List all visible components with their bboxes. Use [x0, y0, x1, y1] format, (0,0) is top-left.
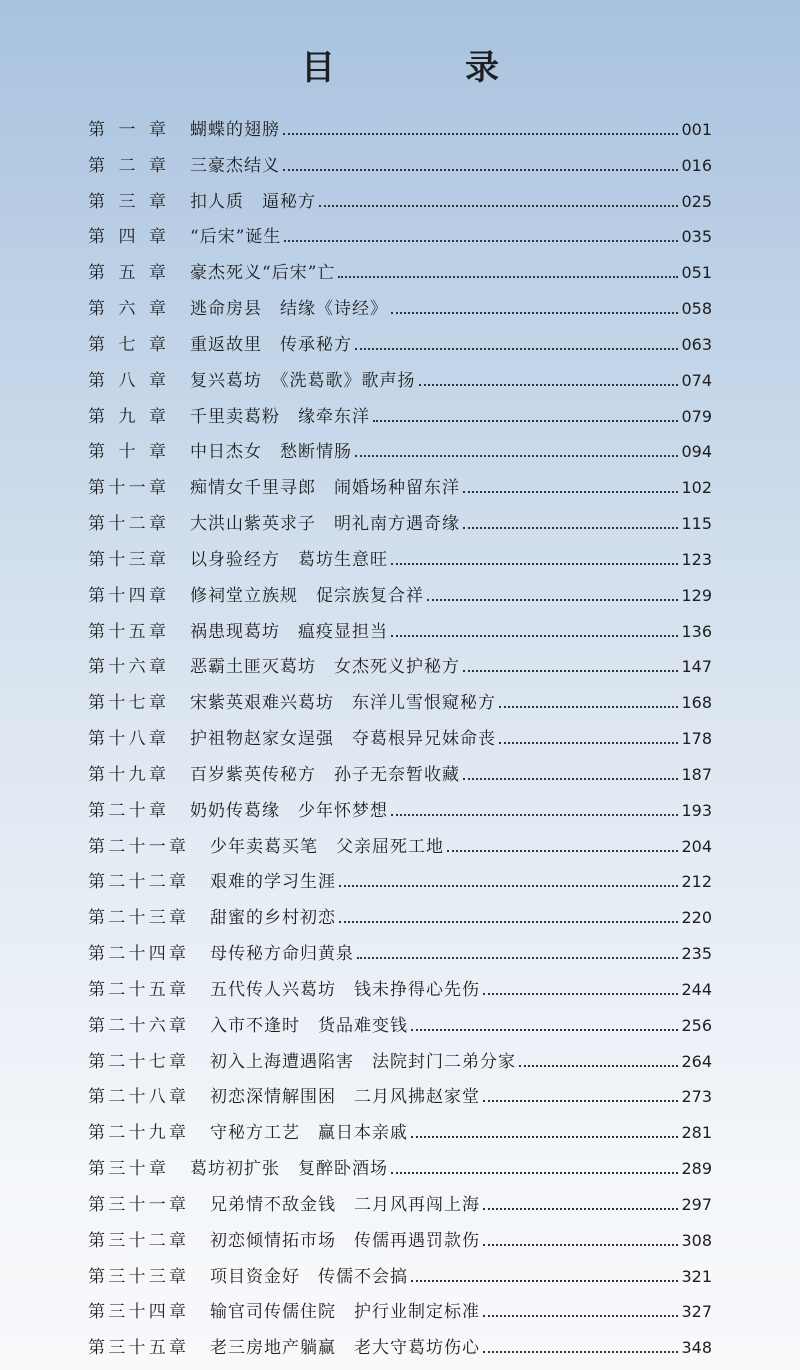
toc-entry[interactable] [88, 1223, 712, 1259]
leader-dots [283, 169, 678, 171]
toc-entry[interactable] [88, 363, 712, 399]
leader-dots [338, 276, 678, 278]
chapter-number: 第 二 十 二 章 [88, 872, 186, 893]
chapter-number: 第 三 十 二 章 [88, 1230, 186, 1251]
page-number: 264 [681, 1051, 712, 1071]
toc-entry[interactable] [88, 327, 712, 363]
chapter-number: 第 九 章 [88, 406, 166, 427]
page-number: 256 [681, 1015, 712, 1035]
leader-dots [339, 885, 678, 887]
chapter-title: 老三房地产躺赢 老大守葛坊伤心 [210, 1338, 480, 1359]
chapter-title: 重返故里 传承秘方 [190, 334, 352, 355]
toc-entry[interactable] [88, 649, 712, 685]
page-number: 212 [681, 872, 712, 892]
toc-entry[interactable] [88, 864, 712, 900]
page-number: 025 [681, 191, 712, 211]
chapter-number: 第 三 章 [88, 191, 166, 212]
page-number: 115 [681, 514, 712, 534]
page-number: 129 [681, 585, 712, 605]
toc-entry[interactable] [88, 1044, 712, 1080]
chapter-title: 复兴葛坊 《洗葛歌》歌声扬 [190, 370, 416, 391]
page-number: 063 [681, 334, 712, 354]
page-number: 321 [681, 1266, 712, 1286]
toc-entry[interactable] [88, 255, 712, 291]
page-number: 281 [681, 1123, 712, 1143]
chapter-title: 中日杰女 愁断情肠 [190, 442, 352, 463]
leader-dots [447, 850, 678, 852]
leader-dots [391, 814, 678, 816]
chapter-number: 第 十 三 章 [88, 549, 166, 570]
toc-entry[interactable] [88, 148, 712, 184]
chapter-number: 第 二 十 四 章 [88, 944, 186, 965]
toc-entry[interactable] [88, 793, 712, 829]
page-number: 220 [681, 908, 712, 928]
chapter-number: 第 六 章 [88, 299, 166, 320]
chapter-title: 甜蜜的乡村初恋 [210, 908, 336, 929]
chapter-title: 护祖物赵家女逞强 夺葛根异兄妹命丧 [190, 729, 496, 750]
page-number: 001 [681, 120, 712, 139]
leader-dots [463, 491, 678, 493]
toc-entry[interactable] [88, 184, 712, 220]
chapter-title: 祸患现葛坊 瘟疫显担当 [190, 621, 388, 642]
chapter-title: 母传秘方命归黄泉 [210, 944, 354, 965]
leader-dots [483, 1100, 678, 1102]
page-number: 297 [681, 1194, 712, 1214]
toc-entry[interactable] [88, 542, 712, 578]
toc-entry[interactable] [88, 112, 712, 148]
chapter-number: 第 二 十 九 章 [88, 1123, 186, 1144]
chapter-number: 第 七 章 [88, 334, 166, 355]
leader-dots [355, 348, 678, 350]
toc-entry[interactable] [88, 721, 712, 757]
page-number: 327 [681, 1302, 712, 1322]
toc-entry[interactable] [88, 399, 712, 435]
page-number: 289 [681, 1159, 712, 1179]
leader-dots [411, 1280, 678, 1282]
chapter-title: 三豪杰结义 [190, 155, 280, 176]
page-number: 147 [681, 657, 712, 677]
chapter-title: 修祠堂立族规 促宗族复合祥 [190, 585, 424, 606]
chapter-title: 项目资金好 传儒不会搞 [210, 1266, 408, 1287]
chapter-title: 兄弟情不敌金钱 二月风再闯上海 [210, 1194, 480, 1215]
leader-dots [463, 778, 678, 780]
toc-entry[interactable] [88, 291, 712, 327]
page-number: 094 [681, 442, 712, 462]
leader-dots [391, 1172, 678, 1174]
leader-dots [357, 957, 678, 959]
leader-dots [355, 455, 678, 457]
chapter-title: 艰难的学习生涯 [210, 872, 336, 893]
chapter-title: 初入上海遭遇陷害 法院封门二弟分家 [210, 1051, 516, 1072]
page-number: 074 [681, 370, 712, 390]
chapter-number: 第 五 章 [88, 263, 166, 284]
chapter-number: 第 三 十 章 [88, 1159, 166, 1180]
page-number: 123 [681, 549, 712, 569]
toc-entry[interactable] [88, 1330, 712, 1366]
leader-dots [319, 205, 678, 207]
leader-dots [339, 921, 678, 923]
toc-entry[interactable] [88, 1187, 712, 1223]
leader-dots [463, 670, 678, 672]
page-number: 051 [681, 263, 712, 283]
toc-entry[interactable] [88, 434, 712, 470]
toc-entry[interactable] [88, 757, 712, 793]
chapter-title: 恶霸土匪灭葛坊 女杰死义护秘方 [190, 657, 460, 678]
chapter-number: 第 十 二 章 [88, 514, 166, 535]
chapter-title: 大洪山紫英求子 明礼南方遇奇缘 [190, 514, 460, 535]
chapter-title: 以身验经方 葛坊生意旺 [190, 549, 388, 570]
leader-dots [499, 742, 678, 744]
chapter-title: 葛坊初扩张 复醉卧酒场 [190, 1159, 388, 1180]
chapter-title: 逃命房县 结缘《诗经》 [190, 299, 388, 320]
chapter-title: 宋紫英艰难兴葛坊 东洋儿雪恨窥秘方 [190, 693, 496, 714]
chapter-number: 第 二 十 三 章 [88, 908, 186, 929]
chapter-number: 第 四 章 [88, 227, 166, 248]
toc-entry[interactable] [88, 936, 712, 972]
leader-dots [391, 563, 678, 565]
page-number: 308 [681, 1230, 712, 1250]
chapter-title: 百岁紫英传秘方 孙子无奈暂收藏 [190, 764, 460, 785]
chapter-number: 第 二 十 八 章 [88, 1087, 186, 1108]
chapter-title: 千里卖葛粉 缘牵东洋 [190, 406, 370, 427]
chapter-number: 第 三 十 三 章 [88, 1266, 186, 1287]
leader-dots [427, 599, 678, 601]
page-number: 016 [681, 155, 712, 175]
chapter-title: 痴情女千里寻郎 闹婚场种留东洋 [190, 478, 460, 499]
page-number: 035 [681, 227, 712, 247]
leader-dots [419, 384, 679, 386]
chapter-title: 初恋倾情拓市场 传儒再遇罚款伤 [210, 1230, 480, 1251]
chapter-number: 第 二 十 五 章 [88, 979, 186, 1000]
chapter-number: 第 一 章 [88, 120, 166, 140]
chapter-title: 入市不逢时 货品难变钱 [210, 1015, 408, 1036]
toc-entry[interactable] [88, 1294, 712, 1330]
page-number: 187 [681, 764, 712, 784]
leader-dots [373, 420, 678, 422]
chapter-title: 输官司传儒住院 护行业制定标准 [210, 1302, 480, 1323]
leader-dots [411, 1029, 678, 1031]
toc-entry[interactable] [88, 829, 712, 865]
page-number: 168 [681, 693, 712, 713]
leader-dots [284, 240, 678, 242]
chapter-number: 第 十 九 章 [88, 764, 166, 785]
page-number: 244 [681, 979, 712, 999]
chapter-number: 第 十 五 章 [88, 621, 166, 642]
chapter-title: 五代传人兴葛坊 钱未挣得心先伤 [210, 979, 480, 1000]
page-number: 136 [681, 621, 712, 641]
chapter-title: 少年卖葛买笔 父亲屈死工地 [210, 836, 444, 857]
toc-entry[interactable] [88, 972, 712, 1008]
chapter-number: 第 二 十 七 章 [88, 1051, 186, 1072]
chapter-number: 第 二 十 一 章 [88, 836, 186, 857]
toc-entry[interactable] [88, 578, 712, 614]
toc-entry[interactable] [88, 1115, 712, 1151]
chapter-title: 守秘方工艺 赢日本亲戚 [210, 1123, 408, 1144]
chapter-number: 第 十 八 章 [88, 729, 166, 750]
chapter-title: “后宋”诞生 [190, 227, 282, 248]
table-of-contents [88, 112, 712, 1366]
leader-dots [391, 312, 678, 314]
chapter-number: 第 二 十 六 章 [88, 1015, 186, 1036]
leader-dots [463, 527, 678, 529]
toc-entry[interactable] [88, 470, 712, 506]
leader-dots [483, 1351, 678, 1353]
chapter-number: 第 二 十 章 [88, 800, 166, 821]
chapter-number: 第 十 四 章 [88, 585, 166, 606]
page-number: 273 [681, 1087, 712, 1107]
chapter-number: 第 十 章 [88, 442, 166, 463]
page-number: 178 [681, 729, 712, 749]
page-number: 102 [681, 478, 712, 498]
page-number: 193 [681, 800, 712, 820]
page-number: 058 [681, 299, 712, 319]
leader-dots [519, 1065, 678, 1067]
toc-entry[interactable] [88, 1008, 712, 1044]
page-number: 079 [681, 406, 712, 426]
toc-entry[interactable] [88, 1151, 712, 1187]
leader-dots [483, 1208, 678, 1210]
page-number: 348 [681, 1338, 712, 1358]
chapter-number: 第 十 一 章 [88, 478, 166, 499]
toc-entry[interactable] [88, 685, 712, 721]
chapter-number: 第 八 章 [88, 370, 166, 391]
chapter-number: 第 二 章 [88, 155, 166, 176]
chapter-title: 初恋深情解围困 二月风拂赵家堂 [210, 1087, 480, 1108]
toc-entry[interactable] [88, 900, 712, 936]
chapter-number: 第 十 七 章 [88, 693, 166, 714]
toc-entry[interactable] [88, 1079, 712, 1115]
chapter-title: 奶奶传葛缘 少年怀梦想 [190, 800, 388, 821]
toc-entry[interactable] [88, 1259, 712, 1295]
chapter-number: 第 三 十 一 章 [88, 1194, 186, 1215]
chapter-number: 第 三 十 五 章 [88, 1338, 186, 1359]
page-number: 235 [681, 944, 712, 964]
chapter-title: 扣人质 逼秘方 [190, 191, 316, 212]
chapter-number: 第 十 六 章 [88, 657, 166, 678]
toc-entry[interactable] [88, 219, 712, 255]
leader-dots [499, 706, 678, 708]
toc-entry[interactable] [88, 506, 712, 542]
page-title: 目 录 [301, 48, 547, 88]
leader-dots [483, 1244, 678, 1246]
chapter-title: 蝴蝶的翅膀 [190, 120, 280, 140]
toc-entry[interactable] [88, 614, 712, 650]
leader-dots [411, 1136, 678, 1138]
leader-dots [483, 1315, 678, 1317]
leader-dots [283, 133, 678, 135]
chapter-number: 第 三 十 四 章 [88, 1302, 186, 1323]
leader-dots [391, 635, 678, 637]
leader-dots [483, 993, 678, 995]
chapter-title: 豪杰死义“后宋”亡 [190, 263, 336, 284]
page-number: 204 [681, 836, 712, 856]
